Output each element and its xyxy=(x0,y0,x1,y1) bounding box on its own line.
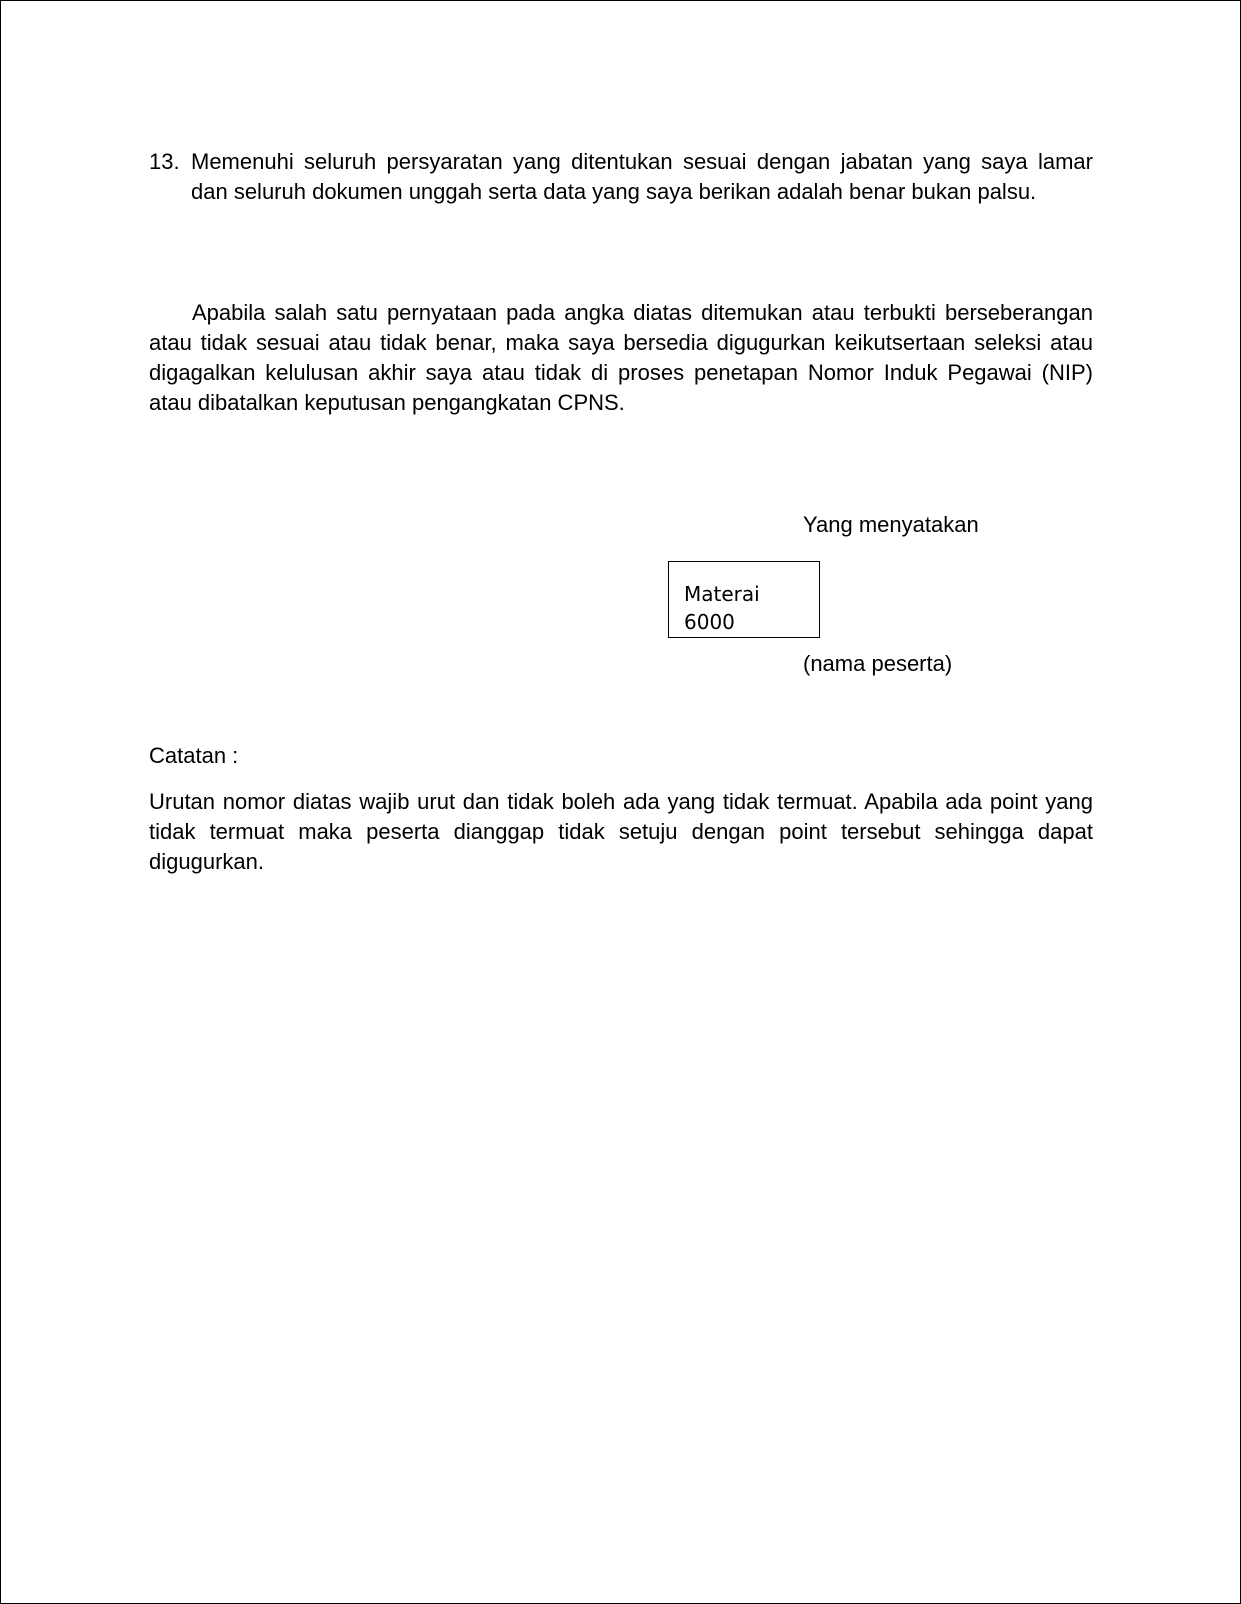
list-item-number: 13. xyxy=(149,149,180,174)
signer-name-placeholder: (nama peserta) xyxy=(803,651,953,676)
notes-body: Urutan nomor diatas wajib urut dan tidak boleh ada yang tidak termuat. Apabila ada point yang tidak termuat maka peserta dianggap tidak setuju dengan point tersebut sehingga dapat digugurkan. xyxy=(149,789,1093,874)
notes-title: Catatan : xyxy=(149,743,239,768)
list-item-text: Memenuhi seluruh persyaratan yang ditentukan sesuai dengan jabatan yang saya lamar dan seluruh dokumen unggah serta data yang saya berikan adalah benar bukan palsu. xyxy=(191,149,1093,204)
list-item-13 xyxy=(149,147,1093,207)
statement-paragraph: Apabila salah satu pernyataan pada angka diatas ditemukan atau terbukti berseberangan atau tidak sesuai atau tidak benar, maka saya bersedia digugurkan keikutsertaan seleksi atau digagalkan kelulusan akhir saya atau tidak di proses penetapan Nomor Induk Pegawai (NIP) atau dibatalkan keputusan pengangkatan CPNS. xyxy=(149,300,1093,415)
stamp-label: Materai xyxy=(684,582,760,606)
signature-label: Yang menyatakan xyxy=(803,512,979,537)
stamp-value: 6000 xyxy=(684,610,735,634)
stamp-box xyxy=(668,561,820,638)
